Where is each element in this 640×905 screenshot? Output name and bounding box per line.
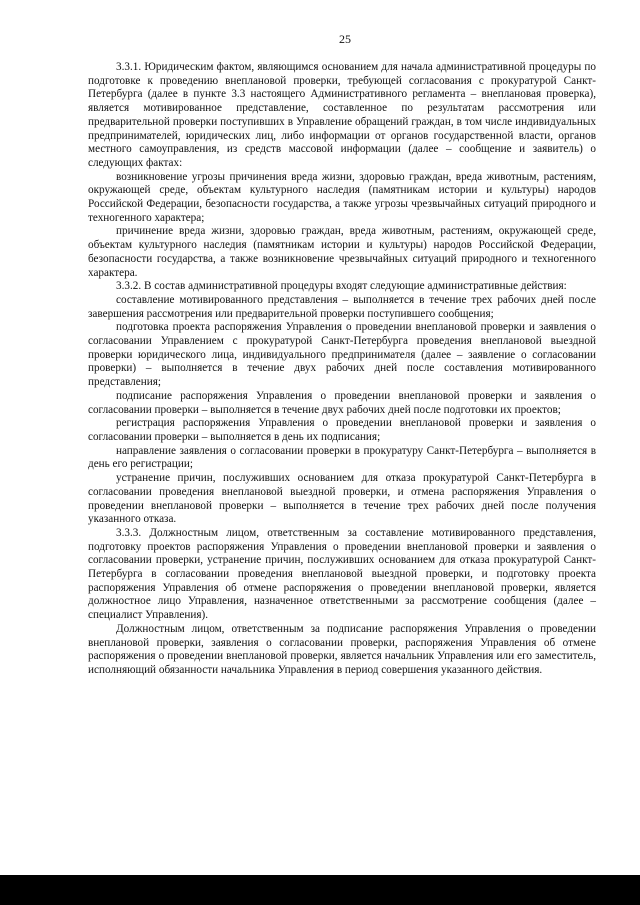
paragraph-3-3-3: 3.3.3. Должностным лицом, ответственным за составление мотивированного представления, подготовку проектов распоряжения Управления о проведении внеплановой проверки и заявления о согласовании проверки, устранение причин, послуживших основанием для отказа прокуратурой Санкт-Петербурга в согласовании проведения внеплановой выездной проверки, и подготовку проекта распоряжения Управления об отмене распоряжения о проведении внеплановой проверки, является должностное лицо Управления, назначенное ответственными за рассмотрение сообщения (далее – специалист Управления). xyxy=(88,526,596,622)
paragraph-3-3-2: 3.3.2. В состав административной процедуры входят следующие административные действия: xyxy=(116,280,567,293)
page-number: 25 xyxy=(339,32,351,46)
paragraph-action-draft-order: подготовка проекта распоряжения Управления о проведении внеплановой проверки и заявления о согласовании Управлением с прокуратурой Санкт-Петербурга проведения внеплановой выездной проверки юридического лица, индивидуального предпринимателя (далее – заявление о согласовании проверки) – выполняется в течение двух рабочих дней после составления мотивированного представления; xyxy=(88,321,596,389)
document-page xyxy=(88,32,596,678)
paragraph-action-representation: составление мотивированного представления – выполняется в течение трех рабочих дней после завершения рассмотрения или предварительной проверки поступившего сообщения; xyxy=(88,293,596,320)
paragraph-action-registration: регистрация распоряжения Управления о проведении внеплановой проверки и заявления о согласовании проверки – выполняется в день их подписания; xyxy=(88,417,596,443)
paragraph-3-3-1: 3.3.1. Юридическим фактом, являющимся основанием для начала административной процедуры по подготовке к проведению внеплановой проверки, требующей согласования с прокуратурой Санкт-Петербурга (далее в пункте 3.3 настоящего Административного регламента – внеплановая проверка), является мотивированное представление, составленное по результатам рассмотрения или предварительной проверки поступивших в Управление обращений граждан, в том числе индивидуальных предпринимателей, юридических лиц, либо информации от органов государственной власти, органов местного самоуправления, из средств массовой информации (далее – сообщение и заявитель) о следующих фактах: xyxy=(88,61,596,169)
paragraph-signing-official: Должностным лицом, ответственным за подписание распоряжения Управления о проведении внеплановой проверки, заявления о согласовании проверки, распоряжения Управления об отмене распоряжения о проведении внеплановой проверки, является начальник Управления или его заместитель, исполняющий обязанности начальника Управления в период совершения указанного действия. xyxy=(88,622,596,676)
scan-bottom-edge xyxy=(0,875,640,905)
paragraph-threat: возникновение угрозы причинения вреда жизни, здоровью граждан, вреда животным, растениям, окружающей среде, объектам культурного наследия (памятникам истории и культуры) народов Российской Федерации, безопасности государства, а также угрозы чрезвычайных ситуаций природного и техногенного характера; xyxy=(88,170,596,224)
paragraph-harm: причинение вреда жизни, здоровью граждан, вреда животным, растениям, окружающей среде, объектам культурного наследия (памятникам истории и культуры) народов Российской Федерации, безопасности государства, а также возникновение чрезвычайных ситуаций природного и техногенного характера. xyxy=(88,225,596,279)
paragraph-action-sending: направление заявления о согласовании проверки в прокуратуру Санкт-Петербурга – выполняется в день его регистрации; xyxy=(88,444,596,471)
paragraph-action-signing: подписание распоряжения Управления о проведении внеплановой проверки и заявления о согласовании проверки – выполняется в течение двух рабочих дней после подготовки их проектов; xyxy=(88,389,596,416)
paragraph-action-elimination: устранение причин, послуживших основанием для отказа прокуратурой Санкт-Петербурга в согласовании проведения внеплановой выездной проверки, и отмена распоряжения Управления о проведении внеплановой проверки – выполняется в течение трех рабочих дней после получения указанного отказа. xyxy=(88,472,596,526)
